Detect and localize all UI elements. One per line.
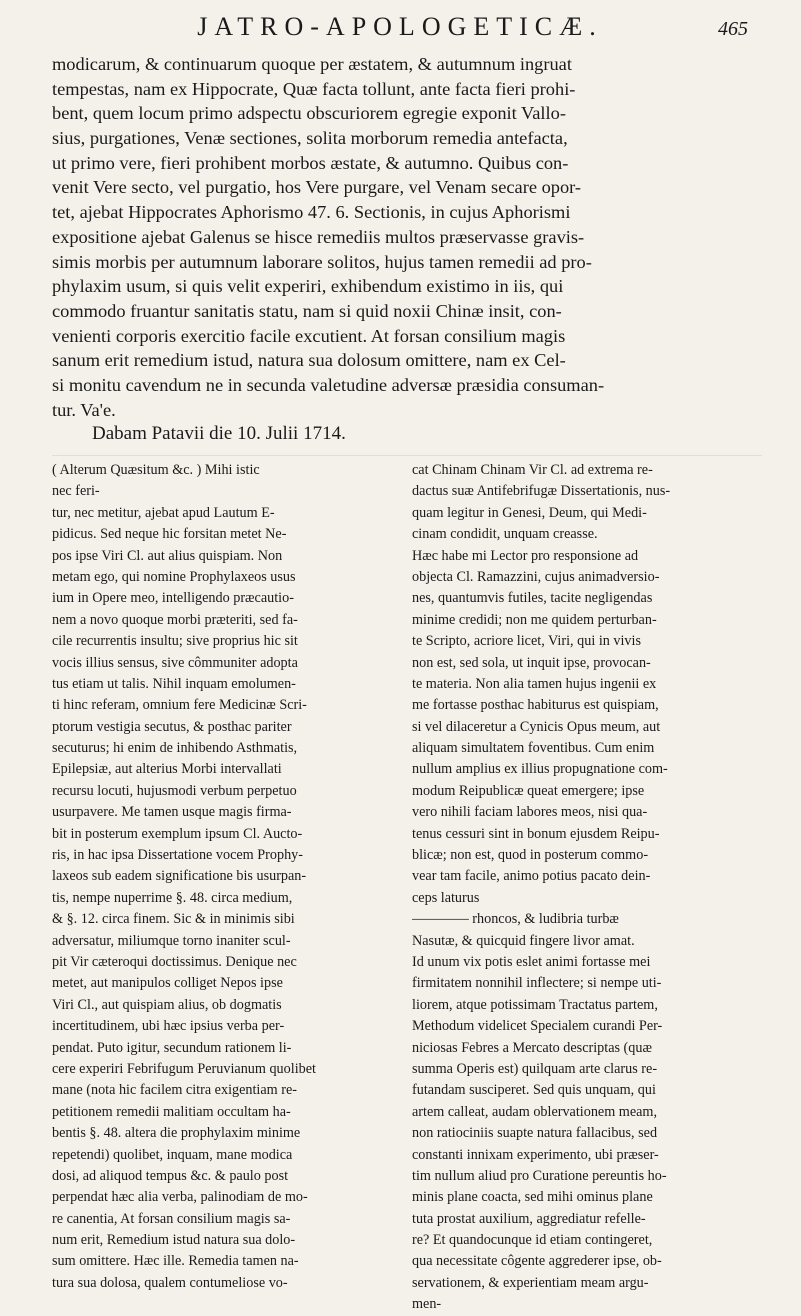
- right-column-line: non est, sed sola, ut inquit ipse, provocan-: [412, 654, 651, 671]
- page-number: 465: [718, 18, 748, 40]
- left-column-line: pos ipse Viri Cl. aut alius quispiam. Non: [52, 547, 283, 564]
- right-column-line: qua necessitate côgente aggrederer ipse, ob-: [412, 1253, 662, 1270]
- right-column-line: vear tam facile, animo potius pacato dein-: [412, 868, 651, 885]
- text-line: tet, ajebat Hippocrates Aphorismo 47. 6. Sectionis, in cujus Aphorismi: [52, 202, 571, 223]
- right-column-line: dactus suæ Antifebrifugæ Dissertationis, nus-: [412, 483, 671, 500]
- left-column-line: pidicus. Sed neque hic forsitan metet Ne-: [52, 526, 287, 543]
- right-column-line: artem calleat, audam oblervationem meam,: [412, 1103, 658, 1120]
- right-column-line: Id unum vix potis eslet animi fortasse mei: [412, 953, 651, 970]
- right-column-line: si vel dilaceretur a Cynicis Opus meum, aut: [412, 718, 661, 735]
- left-column-line: sum omittere. Hæc ille. Remedia tamen na-: [52, 1253, 299, 1270]
- dateline: Dabam Patavii die 10. Julii 1714.: [92, 423, 346, 444]
- text-line: si monitu cavendum ne in secunda valetudine adversæ præsidia consuman-: [52, 374, 605, 395]
- right-column-line: ———— rhoncos, & ludibria turbæ: [412, 911, 619, 928]
- left-column-line: Viri Cl., aut quispiam alius, ob dogmatis: [52, 996, 282, 1013]
- left-column-line: tis, nempe nuperrime §. 48. circa medium,: [52, 889, 293, 906]
- left-column-line: num erit, Remedium istud natura sua dolo-: [52, 1232, 296, 1249]
- right-column-line: vero nihili faciam labores meos, nisi qua-: [412, 804, 648, 821]
- left-column-line: tura sua dolosa, qualem contumeliose vo-: [52, 1274, 288, 1291]
- left-column-line: pit Vir cæteroqui doctissimus. Denique nec: [52, 953, 297, 970]
- text-line: tur. Va'e.: [52, 399, 116, 420]
- text-line: expositione ajebat Galenus se hisce remediis multos præservasse gravis-: [52, 226, 585, 247]
- right-column-line: Hæc habe mi Lector pro responsione ad: [412, 547, 639, 564]
- left-column-line: repetendi) quolibet, inquam, mane modica: [52, 1146, 293, 1163]
- left-column-line: tur, nec metitur, ajebat apud Lautum E-: [52, 504, 275, 521]
- left-column-line: ( Alterum Quæsitum &c. ) Mihi istic: [52, 462, 260, 478]
- left-column-line: cile recurrentis insultu; sive proprius hic sit: [52, 633, 298, 650]
- left-column-line: ris, in hac ipsa Dissertatione vocem Prophy-: [52, 847, 303, 864]
- text-line: modicarum, & continuarum quoque per æstatem, & autumnum ingruat: [52, 54, 572, 74]
- left-column-line: nec feri-: [52, 483, 100, 500]
- left-column-line: tus etiam ut talis. Nihil inquam emolumen-: [52, 675, 296, 692]
- right-column-line: non ratiociniis suapte natura fallacibus, sed: [412, 1125, 658, 1142]
- column-separator: [52, 455, 762, 456]
- left-column-line: nem a novo quoque morbi præteriti, sed fa-: [52, 611, 298, 628]
- text-line: tempestas, nam ex Hippocrate, Quæ facta tollunt, ante facta fieri prohi-: [52, 78, 576, 99]
- text-line: commodo fruantur sanitatis statu, nam si quid noxii Chinæ insit, con-: [52, 300, 562, 321]
- right-column-line: tim nullum aliud pro Curatione pereuntis ho-: [412, 1167, 667, 1184]
- right-column-line: aliquam simultatem foventibus. Cum enim: [412, 740, 655, 757]
- right-column-line: liorem, atque potissimam Tractatus partem,: [412, 996, 658, 1013]
- right-column-line: nes, quantumvis futiles, tacite negligendas: [412, 590, 653, 607]
- right-column-line: cinam condidit, unquam creasse.: [412, 526, 598, 543]
- left-column-line: & §. 12. circa finem. Sic & in minimis sibi: [52, 911, 295, 928]
- text-line: simis morbis per autumnum laborare solitos, hujus tamen remedii ad pro-: [52, 251, 592, 272]
- right-column-line: minis plane coacta, sed mihi ominus plane: [412, 1189, 653, 1206]
- right-column-line: tuta prostat auxilium, aggrediatur refelle-: [412, 1210, 646, 1227]
- right-column-line: minime credidi; non me quidem perturban-: [412, 611, 657, 628]
- left-column: [52, 460, 412, 1294]
- left-column-line: secuturus; hi enim de inhibendo Asthmatis,: [52, 740, 298, 757]
- left-column-line: dosi, ad aliquod tempus &c. & paulo post: [52, 1167, 289, 1184]
- text-line: phylaxim usum, si quis velit experiri, exhibendum existimo in iis, qui: [52, 276, 564, 297]
- right-column-line: te materia. Non alia tamen hujus ingenii ex: [412, 675, 657, 692]
- right-column-line: objecta Cl. Ramazzini, cujus animadversio-: [412, 568, 660, 585]
- right-column-line: Methodum videlicet Specialem curandi Per-: [412, 1018, 663, 1035]
- left-column-line: perpendat hæc alia verba, palinodiam de mo-: [52, 1189, 308, 1206]
- left-column-line: petitionem remedii malitiam occultam ha-: [52, 1103, 291, 1120]
- right-column-line: quam legitur in Genesi, Deum, qui Medi-: [412, 504, 647, 521]
- right-column-line: blicæ; non est, quod in posterum commo-: [412, 847, 649, 864]
- right-column-line: me fortasse posthac habiturus est quispiam,: [412, 697, 659, 714]
- left-column-line: ti hinc referam, omnium fere Medicinæ Scri-: [52, 697, 307, 714]
- right-column-line: summa Operis est) quilquam arte clarus re-: [412, 1060, 658, 1077]
- right-column-line: firmitatem nonnihil inflectere; si nempe uti-: [412, 975, 662, 992]
- right-column-line: te Scripto, acriore licet, Viri, qui in vivis: [412, 633, 641, 650]
- top-paragraph: [52, 52, 764, 422]
- left-column-line: adversatur, miliumque torno inaniter scul-: [52, 932, 291, 949]
- right-column-line: Nasutæ, & quicquid fingere livor amat.: [412, 932, 635, 949]
- left-column-line: bit in posterum exemplum ipsum Cl. Aucto-: [52, 825, 303, 842]
- text-line: ut primo vere, fieri prohibent morbos æstate, & autumno. Quibus con-: [52, 152, 569, 173]
- left-column-line: vocis illius sensus, sive cômmuniter adopta: [52, 654, 298, 671]
- left-column-line: cere experiri Febrifugum Peruvianum quolibet: [52, 1060, 316, 1077]
- right-column-line: niciosas Febres a Mercato descriptas (quæ: [412, 1039, 652, 1056]
- left-column-line: Epilepsiæ, aut alterius Morbi intervallati: [52, 761, 282, 778]
- text-line: sius, purgationes, Venæ sectiones, solita morborum remedia antefacta,: [52, 128, 568, 149]
- left-column-line: incertitudinem, ubi hæc ipsius verba per-: [52, 1018, 285, 1035]
- left-column-line: usurpavere. Me tamen usque magis firma-: [52, 804, 292, 821]
- right-column-line: cat Chinam Chinam Vir Cl. ad extrema re-: [412, 462, 653, 478]
- left-column-line: pendat. Puto igitur, secundum rationem li-: [52, 1039, 292, 1056]
- left-column-line: laxeos sub eadem significatione bis usurpan-: [52, 868, 307, 885]
- text-line: sanum erit remedium istud, natura sua dolosum omittere, nam ex Cel-: [52, 350, 566, 371]
- right-column-line: nullum amplius ex illius propugnatione com-: [412, 761, 668, 778]
- left-column-line: metet, aut manipulos colliget Nepos ipse: [52, 975, 283, 992]
- left-column-line: metam ego, qui nomine Prophylaxeos usus: [52, 568, 296, 585]
- left-column-line: re canentia, At forsan consilium magis sa-: [52, 1210, 291, 1227]
- right-column: [412, 460, 772, 1316]
- text-line: venienti corporis exercitio facile excutient. At forsan consilium magis: [52, 325, 566, 346]
- right-column-line: futandam susciperet. Sed quis unquam, qui: [412, 1082, 656, 1099]
- left-column-line: mane (nota hic facilem citra exigentiam re-: [52, 1082, 298, 1099]
- right-column-line: servationem, & experientiam meam argu-: [412, 1274, 649, 1291]
- right-column-line: re? Et quandocunque id etiam contingeret,: [412, 1232, 653, 1249]
- text-line: venit Vere secto, vel purgatio, hos Vere purgare, vel Venam secare opor-: [52, 177, 582, 198]
- right-column-line: men-: [412, 1296, 442, 1313]
- right-column-line: constanti innixam experimento, ubi præser-: [412, 1146, 659, 1163]
- left-column-line: ium in Opere meo, intelligendo præcautio-: [52, 590, 294, 607]
- left-column-line: recursu locuti, hujusmodi verbum perpetuo: [52, 782, 297, 799]
- running-title: JATRO-APOLOGETICÆ.: [197, 12, 603, 41]
- left-column-line: bentis §. 48. altera die prophylaxim minime: [52, 1125, 301, 1142]
- right-column-line: tenus cessuri sint in bonum ejusdem Reipu-: [412, 825, 660, 842]
- left-column-line: ptorum vestigia secutus, & posthac pariter: [52, 718, 292, 735]
- right-column-line: ceps laturus: [412, 889, 480, 906]
- text-line: bent, quem locum primo adspectu obscuriorem egregie exponit Vallo-: [52, 103, 566, 124]
- right-column-line: modum Reipublicæ queat emergere; ipse: [412, 782, 645, 799]
